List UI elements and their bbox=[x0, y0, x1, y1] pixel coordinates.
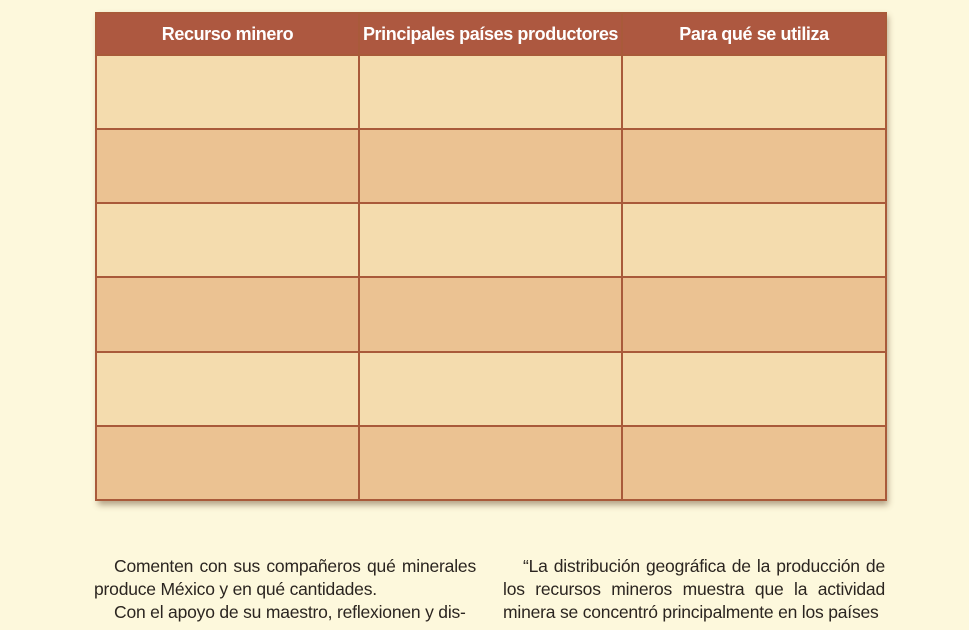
table-cell[interactable] bbox=[622, 55, 886, 129]
table-header-row bbox=[96, 13, 886, 55]
table-cell[interactable] bbox=[359, 203, 622, 277]
table-cell[interactable] bbox=[622, 129, 886, 203]
header-para-que-se-utiliza: Para qué se utiliza bbox=[622, 13, 886, 55]
header-recurso-minero: Recurso minero bbox=[96, 13, 359, 55]
table-row bbox=[96, 55, 886, 129]
table-cell[interactable] bbox=[359, 55, 622, 129]
table-cell[interactable] bbox=[359, 277, 622, 351]
left-text-column bbox=[94, 555, 476, 624]
table-cell[interactable] bbox=[96, 352, 359, 426]
table-cell[interactable] bbox=[622, 277, 886, 351]
paragraph-comenten: Comenten con sus compañeros qué minerales produce México y en qué cantidades. bbox=[94, 556, 476, 599]
table-cell[interactable] bbox=[96, 55, 359, 129]
table-cell[interactable] bbox=[622, 352, 886, 426]
table-cell[interactable] bbox=[359, 352, 622, 426]
quote-paragraph: “La distribución geográfica de la producción de los recursos mineros muestra que la actividad minera se concentró principalmente en los países bbox=[503, 556, 885, 622]
table-row bbox=[96, 352, 886, 426]
table-cell[interactable] bbox=[359, 426, 622, 500]
paragraph-reflexionen: Con el apoyo de su maestro, reflexionen y dis- bbox=[114, 602, 466, 622]
table-cell[interactable] bbox=[96, 129, 359, 203]
table-cell[interactable] bbox=[96, 426, 359, 500]
table-row bbox=[96, 426, 886, 500]
header-paises-productores: Principales países productores bbox=[359, 13, 622, 55]
table-cell[interactable] bbox=[359, 129, 622, 203]
table-row bbox=[96, 203, 886, 277]
mineral-resources-table bbox=[95, 12, 887, 501]
table-row bbox=[96, 129, 886, 203]
activity-table-container bbox=[95, 12, 885, 501]
table-row bbox=[96, 277, 886, 351]
table-cell[interactable] bbox=[96, 277, 359, 351]
table-cell[interactable] bbox=[622, 203, 886, 277]
table-cell[interactable] bbox=[96, 203, 359, 277]
table-cell[interactable] bbox=[622, 426, 886, 500]
right-text-column bbox=[503, 555, 885, 624]
